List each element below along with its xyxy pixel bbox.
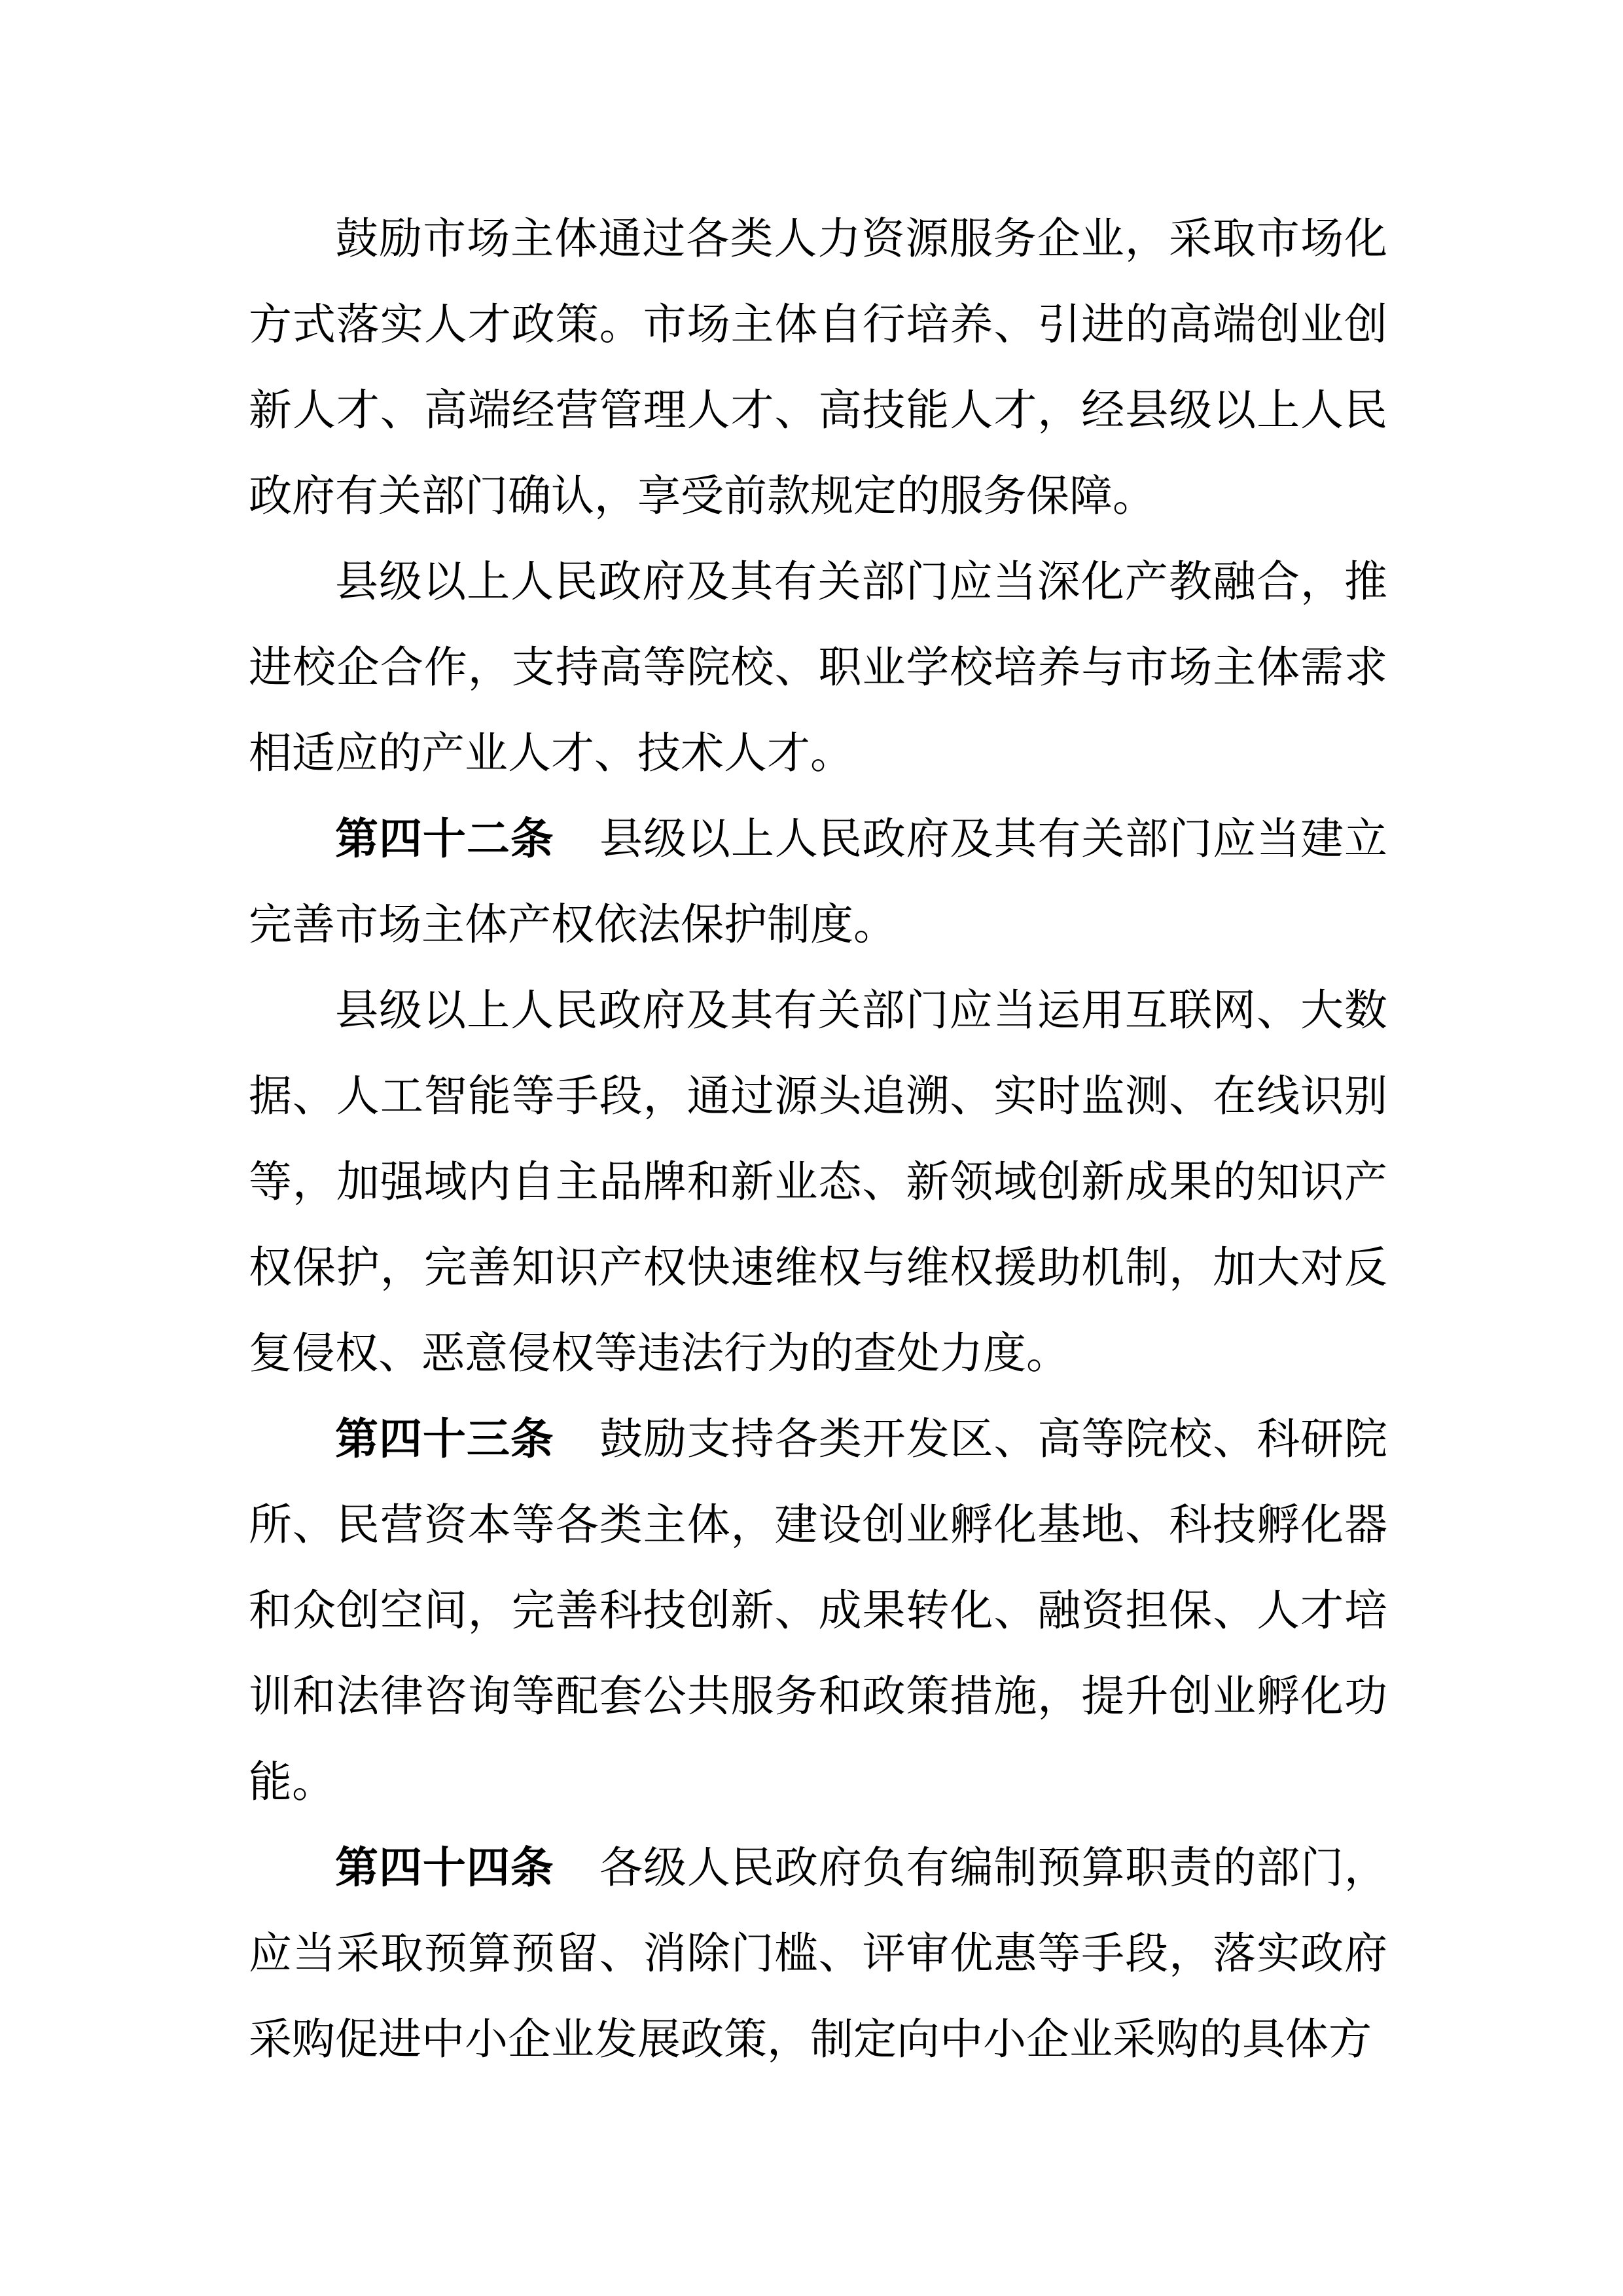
article-number: 第四十四条 xyxy=(335,1844,554,1892)
article-number: 第四十二条 xyxy=(335,816,554,863)
paragraph xyxy=(249,1397,1387,1825)
paragraph-text: 县级以上人民政府及其有关部门应当运用互联网、大数据、人工智能等手段，通过源头追溯、实时监测、在线识别等，加强域内自主品牌和新业态、新领域创新成果的知识产权保护，完善知识产权快速维权与维权援助机制，加大对反复侵权、恶意侵权等违法行为的查处力度。 xyxy=(249,987,1387,1378)
paragraph xyxy=(249,196,1387,539)
paragraph-text: 县级以上人民政府及其有关部门应当建立完善市场主体产权依法保护制度。 xyxy=(249,816,1388,949)
paragraph-text: 各级人民政府负有编制预算职责的部门，应当采取预算预留、消除门槛、评审优惠等手段，落实政府采购促进中小企业发展政策，制定向中小企业采购的具体方 xyxy=(249,1844,1388,2064)
paragraph xyxy=(249,1825,1387,2083)
paragraph-text: 鼓励市场主体通过各类人力资源服务企业，采取市场化方式落实人才政策。市场主体自行培养、引进的高端创业创新人才、高端经营管理人才、高技能人才，经县级以上人民政府有关部门确认，享受前款规定的服务保障。 xyxy=(249,215,1387,520)
article-number: 第四十三条 xyxy=(335,1416,554,1463)
paragraph xyxy=(249,968,1387,1397)
paragraph xyxy=(249,539,1387,797)
document-text xyxy=(249,196,1387,2083)
paragraph xyxy=(249,797,1387,968)
paragraph-text: 鼓励支持各类开发区、高等院校、科研院所、民营资本等各类主体，建设创业孵化基地、科技孵化器和众创空间，完善科技创新、成果转化、融资担保、人才培训和法律咨询等配套公共服务和政策措施，提升创业孵化功能。 xyxy=(249,1416,1388,1806)
paragraph-text: 县级以上人民政府及其有关部门应当深化产教融合，推进校企合作，支持高等院校、职业学校培养与市场主体需求相适应的产业人才、技术人才。 xyxy=(249,558,1387,778)
